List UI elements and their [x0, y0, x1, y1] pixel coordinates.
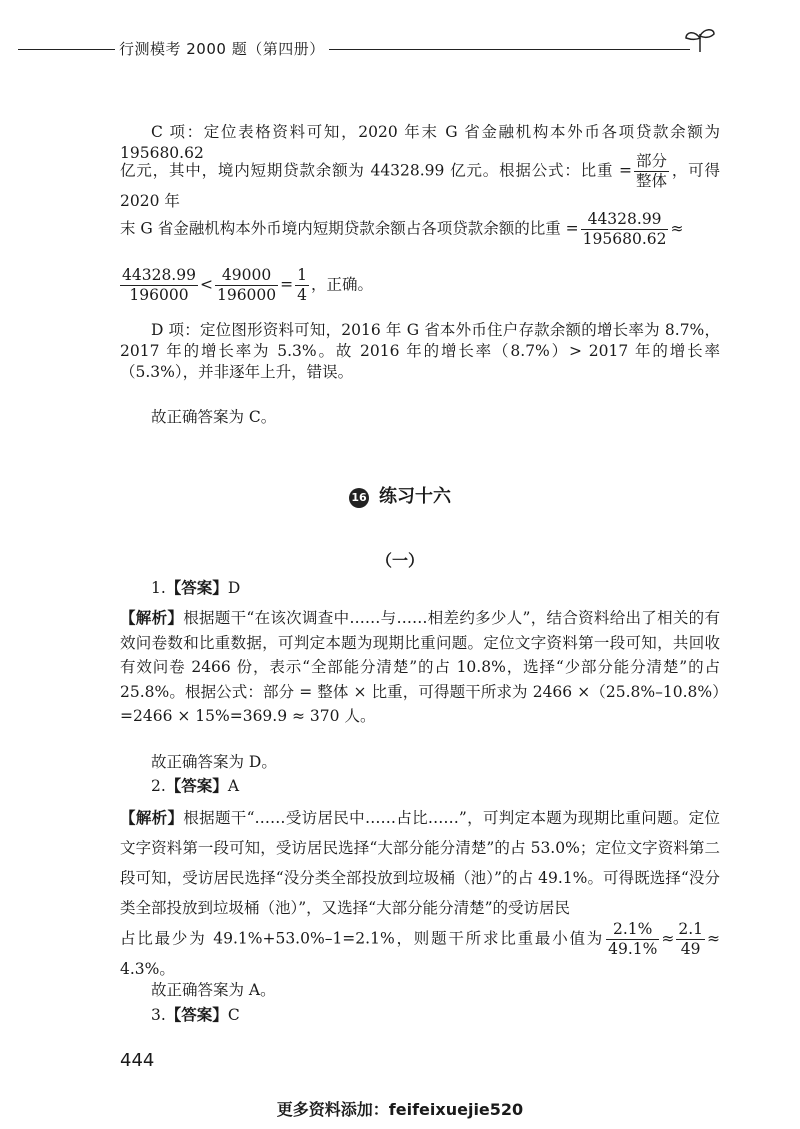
q2-analysis: 【解析】根据题干“……受访居民中……占比……”，可判定本题为现期比重问题。定位文字资料第一段可知，受访居民选择“大部分能分清楚”的占 53.0%；定位文字资料第二段可知，受访居民选择“没分类全部投放到垃圾桶（池）”的占 49.1%。可得既选择“没分类全部投放到垃圾桶（池）”，又选择“大部分能分清楚”的受访居民	[120, 809, 720, 917]
subsection-title: （一）	[375, 551, 424, 570]
q2-last-line: 占比最少为 49.1%+53.0%–1=2.1%，则题干所求比重最小值为 $\frac{2.1\%}{49.1\%}$ ≈ $\frac{2.1}{49}$ ≈ 4.3%。	[120, 920, 720, 978]
q2-conclusion: 故正确答案为 A。	[151, 981, 276, 999]
section-title-text: 练习十六	[379, 486, 451, 507]
part-d-text: D 项：定位图形资料可知，2016 年 G 省本外币住户存款余额的增长率为 8.7%，2017 年的增长率为 5.3%。故 2016 年的增长率（8.7%）> 2017 年的增长率（5.3%），并非逐年上升，错误。	[120, 321, 720, 381]
running-header-title: 行测模考 2000 题（第四册）	[115, 38, 329, 59]
analysis-tag: 【解析】	[120, 809, 184, 827]
answer-tag: 【答案】	[165, 579, 228, 597]
part-c-line3: 末 G 省金融机构本外币境内短期贷款余额占各项贷款余额的比重 = $\frac{44328.99}{195680.62}$ ≈	[120, 210, 684, 248]
part-c-line2: 亿元，其中，境内短期贷款余额为 44328.99 亿元。根据公式：比重 = $\frac{\text{部分}}{\text{整体}}$ ，可得 2020 年	[120, 152, 720, 210]
sprout-icon	[680, 24, 720, 54]
q1-answer: 1.【答案】D	[151, 579, 241, 597]
q1-conclusion: 故正确答案为 D。	[151, 753, 277, 771]
answer-tag: 【答案】	[165, 777, 228, 795]
fraction-min-ratio: $\frac{2.1\%}{49.1\%}$	[608, 920, 658, 958]
q3-answer: 3.【答案】C	[151, 1006, 240, 1024]
conclusion-c: 故正确答案为 C。	[151, 408, 277, 426]
q1-analysis: 【解析】根据题干“在该次调查中……与……相差约多少人”，结合资料给出了相关的有效问卷数和比重数据，可判定本题为现期比重问题。定位文字资料第一段可知，共回收有效问卷 2466 份，表示“全部能分清楚”的占 10.8%，选择“少部分能分清楚”的占 25.8%。根据公式：部分 = 整体 × 比重，可得题干所求为 2466 ×（25.8%–10.8%）=2466 × 15%=369.9 ≈ 370 人。	[120, 609, 720, 725]
section-number-badge: 16	[349, 488, 369, 508]
fraction-short-term-loan-ratio: $\frac{44328.99}{195680.62}$	[582, 210, 667, 248]
header-rule-left	[18, 49, 118, 50]
part-c-line1: C 项：定位表格资料可知，2020 年末 G 省金融机构本外币各项贷款余额为 195680.62	[120, 123, 720, 162]
fraction-part-over-whole: $\frac{\text{部分}}{\text{整体}}$	[636, 152, 668, 190]
fraction-approx: $\frac{2.1}{49}$	[678, 920, 703, 958]
analysis-tag: 【解析】	[120, 609, 184, 627]
section-title	[0, 482, 800, 508]
fraction-estimate-2: $\frac{49000}{196000}$	[216, 266, 277, 304]
answer-tag: 【答案】	[165, 1006, 228, 1024]
part-c-line4: $\frac{44328.99}{196000}$ < $\frac{49000}{196000}$ = $\frac{1}{4}$ ，正确。	[122, 266, 374, 304]
footer-note: 更多资料添加：feifeixuejie520	[276, 1100, 524, 1119]
page-number: 444	[120, 1050, 155, 1071]
fraction-one-quarter: $\frac{1}{4}$	[297, 266, 308, 304]
header-rule-right	[300, 49, 690, 50]
fraction-estimate-1: $\frac{44328.99}{196000}$	[122, 266, 196, 304]
q2-answer: 2.【答案】A	[151, 777, 240, 795]
